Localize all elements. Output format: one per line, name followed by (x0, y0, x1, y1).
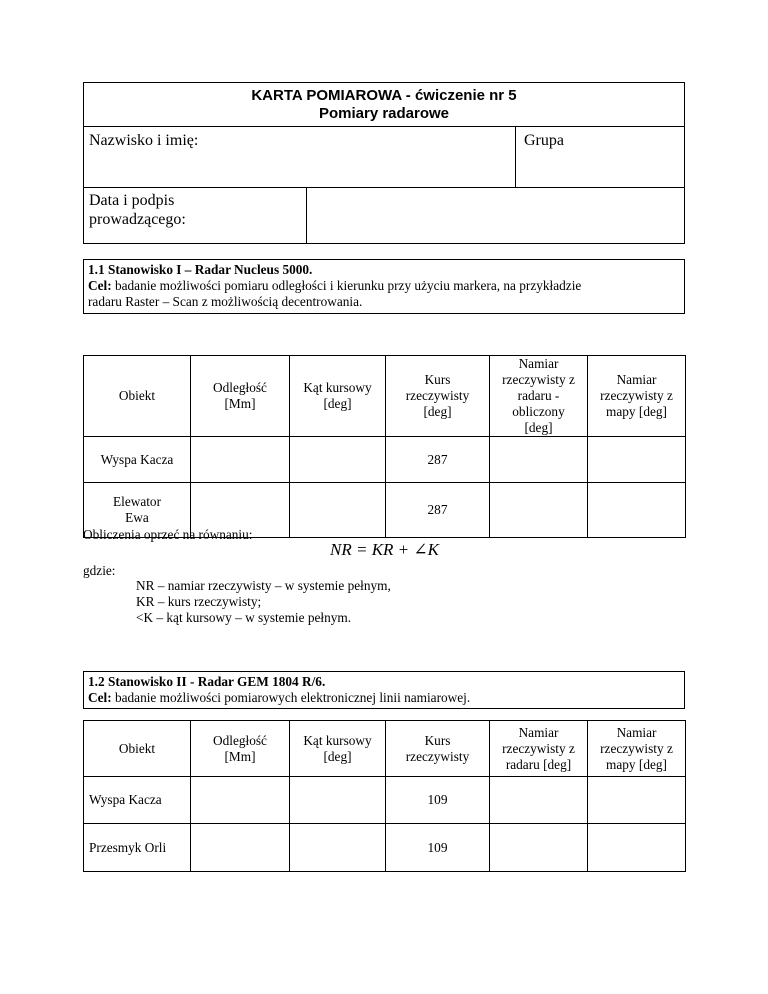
col-header-odleglosc: Odległość [Mm] (191, 356, 290, 437)
section2-box (83, 671, 685, 709)
cell-obiekt: Przesmyk Orli (84, 824, 191, 872)
cell-namiar-mapa[interactable] (588, 824, 686, 872)
cell-namiar-mapa[interactable] (588, 483, 686, 538)
cell-namiar-radar[interactable] (490, 437, 588, 483)
title-line-1: KARTA POMIAROWA - ćwiczenie nr 5 (251, 87, 517, 104)
cell-kurs: 287 (386, 437, 490, 483)
col-header-odleglosc: Odległość [Mm] (191, 721, 290, 777)
section1-goal-cont: radaru Raster – Scan z możliwością decentrowania. (88, 294, 363, 309)
where-item: NR – namiar rzeczywisty – w systemie pełnym, (136, 578, 391, 593)
group-field-label: Grupa (524, 132, 564, 149)
table-row (84, 437, 686, 483)
cell-obiekt: Wyspa Kacza (84, 777, 191, 824)
col-header-namiar-mapa: Namiar rzeczywisty z mapy [deg] (588, 356, 686, 437)
table-row (84, 777, 686, 824)
calc-intro: Obliczenia oprzeć na równaniu: (83, 527, 253, 542)
section1-table (83, 355, 686, 538)
cell-kat-kursowy[interactable] (290, 483, 386, 538)
cell-namiar-mapa[interactable] (588, 777, 686, 824)
where-label: gdzie: (83, 563, 116, 578)
cell-kat-kursowy[interactable] (290, 824, 386, 872)
formula: NR = KR + ∠K (330, 540, 439, 559)
col-header-kurs: Kurs rzeczywisty (386, 721, 490, 777)
cell-namiar-mapa[interactable] (588, 437, 686, 483)
page-title (84, 83, 684, 127)
cell-obiekt: Wyspa Kacza (84, 437, 191, 483)
section2-goal: Cel: badanie możliwości pomiarowych elektronicznej linii namiarowej. (88, 690, 471, 705)
col-header-namiar-radar: Namiar rzeczywisty z radaru - obliczony [deg] (490, 356, 588, 437)
section2-heading: 1.2 Stanowisko II - Radar GEM 1804 R/6. (88, 674, 326, 689)
signature-label-line-2: prowadzącego: (89, 211, 186, 228)
cell-namiar-radar[interactable] (490, 777, 588, 824)
where-item: KR – kurs rzeczywisty; (136, 594, 262, 609)
col-header-obiekt: Obiekt (84, 356, 191, 437)
cell-kat-kursowy[interactable] (290, 777, 386, 824)
where-item: <K – kąt kursowy – w systemie pełnym. (136, 610, 352, 625)
col-header-kurs: Kurs rzeczywisty [deg] (386, 356, 490, 437)
title-line-2: Pomiary radarowe (318, 105, 450, 122)
cell-namiar-radar[interactable] (490, 483, 588, 538)
cell-odleglosc[interactable] (191, 824, 290, 872)
cell-kat-kursowy[interactable] (290, 437, 386, 483)
divider (84, 187, 684, 188)
col-header-kat-kursowy: Kąt kursowy [deg] (290, 356, 386, 437)
cell-kurs: 109 (386, 824, 490, 872)
cell-kurs: 109 (386, 777, 490, 824)
table-row (84, 824, 686, 872)
cell-namiar-radar[interactable] (490, 824, 588, 872)
cell-odleglosc[interactable] (191, 777, 290, 824)
cell-kurs: 287 (386, 483, 490, 538)
section1-box (83, 259, 685, 314)
col-header-namiar-radar: Namiar rzeczywisty z radaru [deg] (490, 721, 588, 777)
col-header-obiekt: Obiekt (84, 721, 191, 777)
header-card (83, 82, 685, 244)
cell-odleglosc[interactable] (191, 437, 290, 483)
group-field[interactable] (515, 127, 686, 187)
name-field-label: Nazwisko i imię: (89, 132, 199, 149)
section2-table (83, 720, 686, 872)
section1-heading: 1.1 Stanowisko I – Radar Nucleus 5000. (88, 262, 313, 277)
signature-field[interactable] (306, 187, 308, 244)
signature-label-line-1: Data i podpis (89, 192, 175, 209)
cell-obiekt: Elewator Ewa (84, 483, 191, 538)
signature-field-label (89, 191, 186, 229)
col-header-namiar-mapa: Namiar rzeczywisty z mapy [deg] (588, 721, 686, 777)
where-list (136, 578, 391, 626)
col-header-kat-kursowy: Kąt kursowy [deg] (290, 721, 386, 777)
section1-goal: Cel: badanie możliwości pomiaru odległości i kierunku przy użyciu markera, na przykładzie (88, 278, 582, 293)
